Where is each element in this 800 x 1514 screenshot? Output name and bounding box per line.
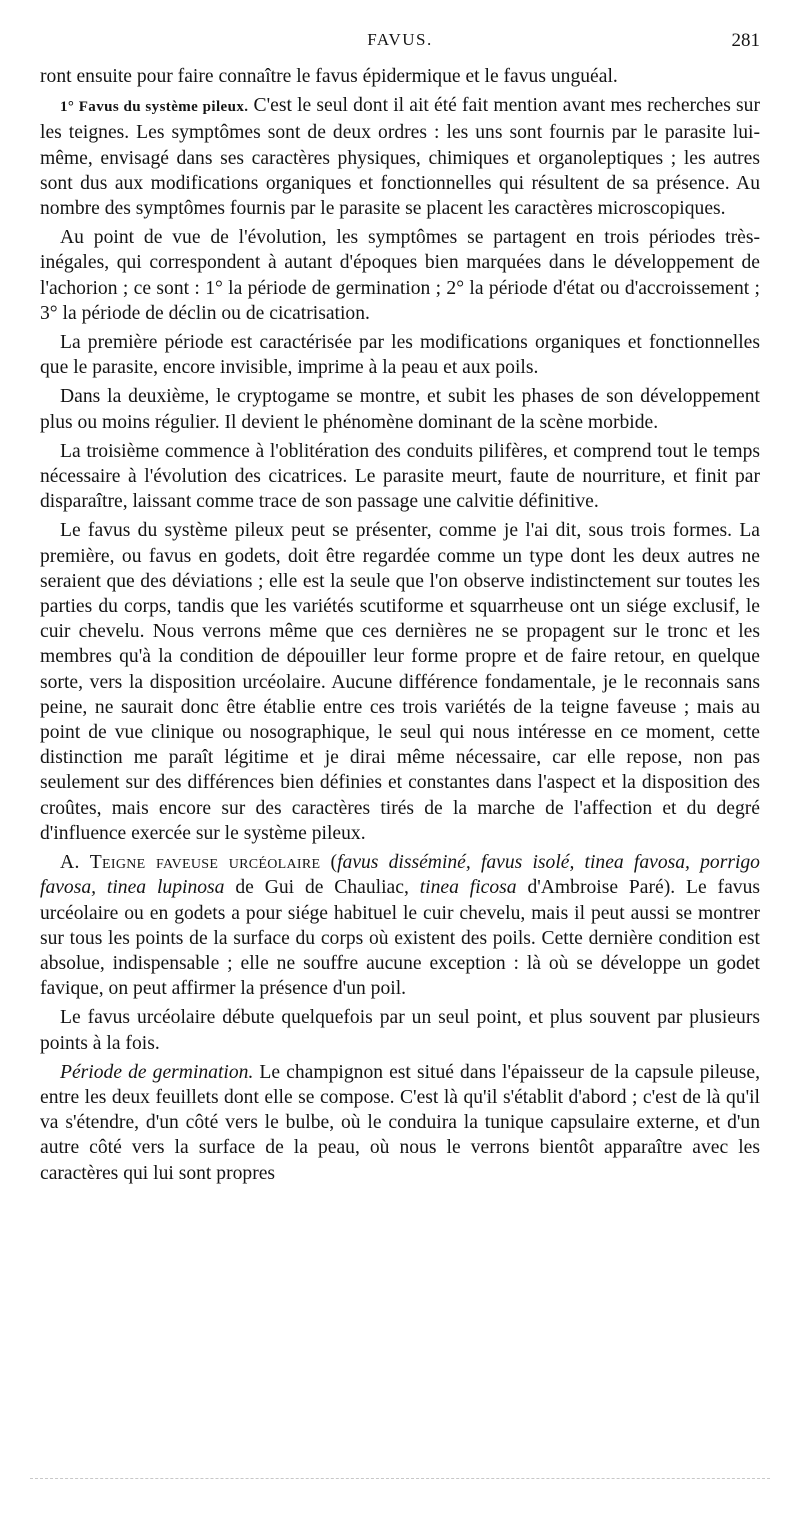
paragraph-continuation [40,64,760,89]
paragraph-text: d'Ambroise Paré). Le favus urcéolaire ou en godets a pour siége habituel le cuir chevelu, mais il peut aussi se montrer sur tous les points de la surface du corps où existent des poils. Cette dernière condition est absolue, indispensable ; elle ne souffre aucune exception : là où se développe un godet favique, on peut affirmer la présence d'un poil. [40,877,760,1000]
bottom-scan-noise [30,1478,770,1479]
paragraph-favus-systeme-pileux [40,93,760,221]
paragraph-text: Dans la deuxième, le cryptogame se montre, et subit les phases de son développement plus ou moins régulier. Il devient le phénomène dominant de la scène morbide. [40,386,760,433]
paragraph-deuxieme-periode [40,384,760,434]
paragraph-text: La troisième commence à l'oblitération des conduits pilifères, et comprend tout le temps nécessaire à l'évolution des cicatrices. Le parasite meurt, faute de nourriture, et finit par disparaître, laissant comme trace de son passage une calvitie définitive. [40,440,760,513]
paragraph-text: Le favus du système pileux peut se présenter, comme je l'ai dit, sous trois formes. La première, ou favus en godets, doit être regardée comme un type dont les deux autres ne seraient que des déviations ; elle est la seule que l'on observe indistinctement sur toutes les parties du corps, tandis que les variétés scutiforme et squarrheuse ont un siége exclusif, le cuir chevelu. Nous verrons même que ces dernières ne se propagent sur le tronc et les membres qu'à la condition de dépouiller leur forme propre et de faire retour, en quelque sorte, vers la disposition urcéolaire. Aucune différence fondamentale, je le reconnais sans peine, ne saurait donc être établie entre ces trois variétés de la teigne faveuse ; mais au point de vue clinique ou nosographique, le seul qui nous intéresse en ce moment, cette distinction me paraît légitime et je dirai même nécessaire, car elle repose, non pas seulement sur des différences bien définies et constantes dans l'aspect et la disposition des croûtes, mais encore sur des caractères tirés de la marche de l'affection et du degré d'influence exercée sur le système pileux. [40,520,760,844]
paragraph-debut [40,1005,760,1055]
paragraph-periode-germination [40,1060,760,1186]
paragraph-teigne-urceolaire [40,850,760,1001]
page-body [40,64,760,1190]
paragraph-text: ront ensuite pour faire connaître le favus épidermique et le favus unguéal. [40,66,618,87]
paragraph-text: de Gui de Chauliac, [224,877,420,899]
paragraph-text: C'est le seul dont il ait été fait mention avant mes recherches sur les teignes. Les symptômes sont de deux ordres : les uns sont fournis par le parasite lui-même, envisagé dans ses caractères physiques, chimiques et organoleptiques ; les autres sont dus aux modifications organiques et fonctionnelles qui résultent de sa présence. Au nombre des symptômes fournis par le parasite se placent les caractères microscopiques. [40,95,760,220]
paragraph-trois-formes [40,518,760,846]
paragraph-text: ( [320,852,338,874]
paragraph-text: La première période est caractérisée par les modifications organiques et fonctionnelles que le parasite, encore invisible, imprime à la peau et aux poils. [40,332,760,379]
italic-synonyms: favus disséminé, favus isolé, tinea favosa, porrigo favosa, tinea lupinosa [40,852,760,899]
italic-term: tinea ficosa [419,877,517,899]
paragraph-evolution [40,225,760,326]
paragraph-troisieme-periode [40,439,760,515]
paragraph-text: Le champignon est situé dans l'épaisseur de la capsule pileuse, entre les deux feuillets dont elle se compose. C'est là qu'il s'établit d'abord ; c'est de là qu'il va s'étendre, d'un côté vers le bulbe, où le conduira la tunique capsulaire externe, et d'un autre côté vers la surface de la peau, où nous le verrons bientôt apparaître avec les caractères qui lui sont propres [40,1061,760,1184]
page-header [40,30,760,58]
paragraph-text: Au point de vue de l'évolution, les symptômes se partagent en trois périodes très-inégales, qui correspondent à autant d'époques bien marquées dans le développement de l'achorion ; ce sont : 1° la période de germination ; 2° la période d'état ou d'accroissement ; 3° la période de déclin ou de cicatrisation. [40,227,760,324]
paragraph-premiere-periode [40,330,760,380]
section-label: 1° Favus du système pileux. [60,99,249,116]
paragraph-text: Le favus urcéolaire débute quelquefois par un seul point, et plus souvent par plusieurs points à la fois. [40,1007,760,1054]
page-number: 281 [731,30,760,51]
italic-subheading: Période de germination. [60,1061,254,1083]
section-heading: A. Teigne faveuse urcéolaire [60,852,321,874]
running-head: FAVUS. [367,30,433,49]
